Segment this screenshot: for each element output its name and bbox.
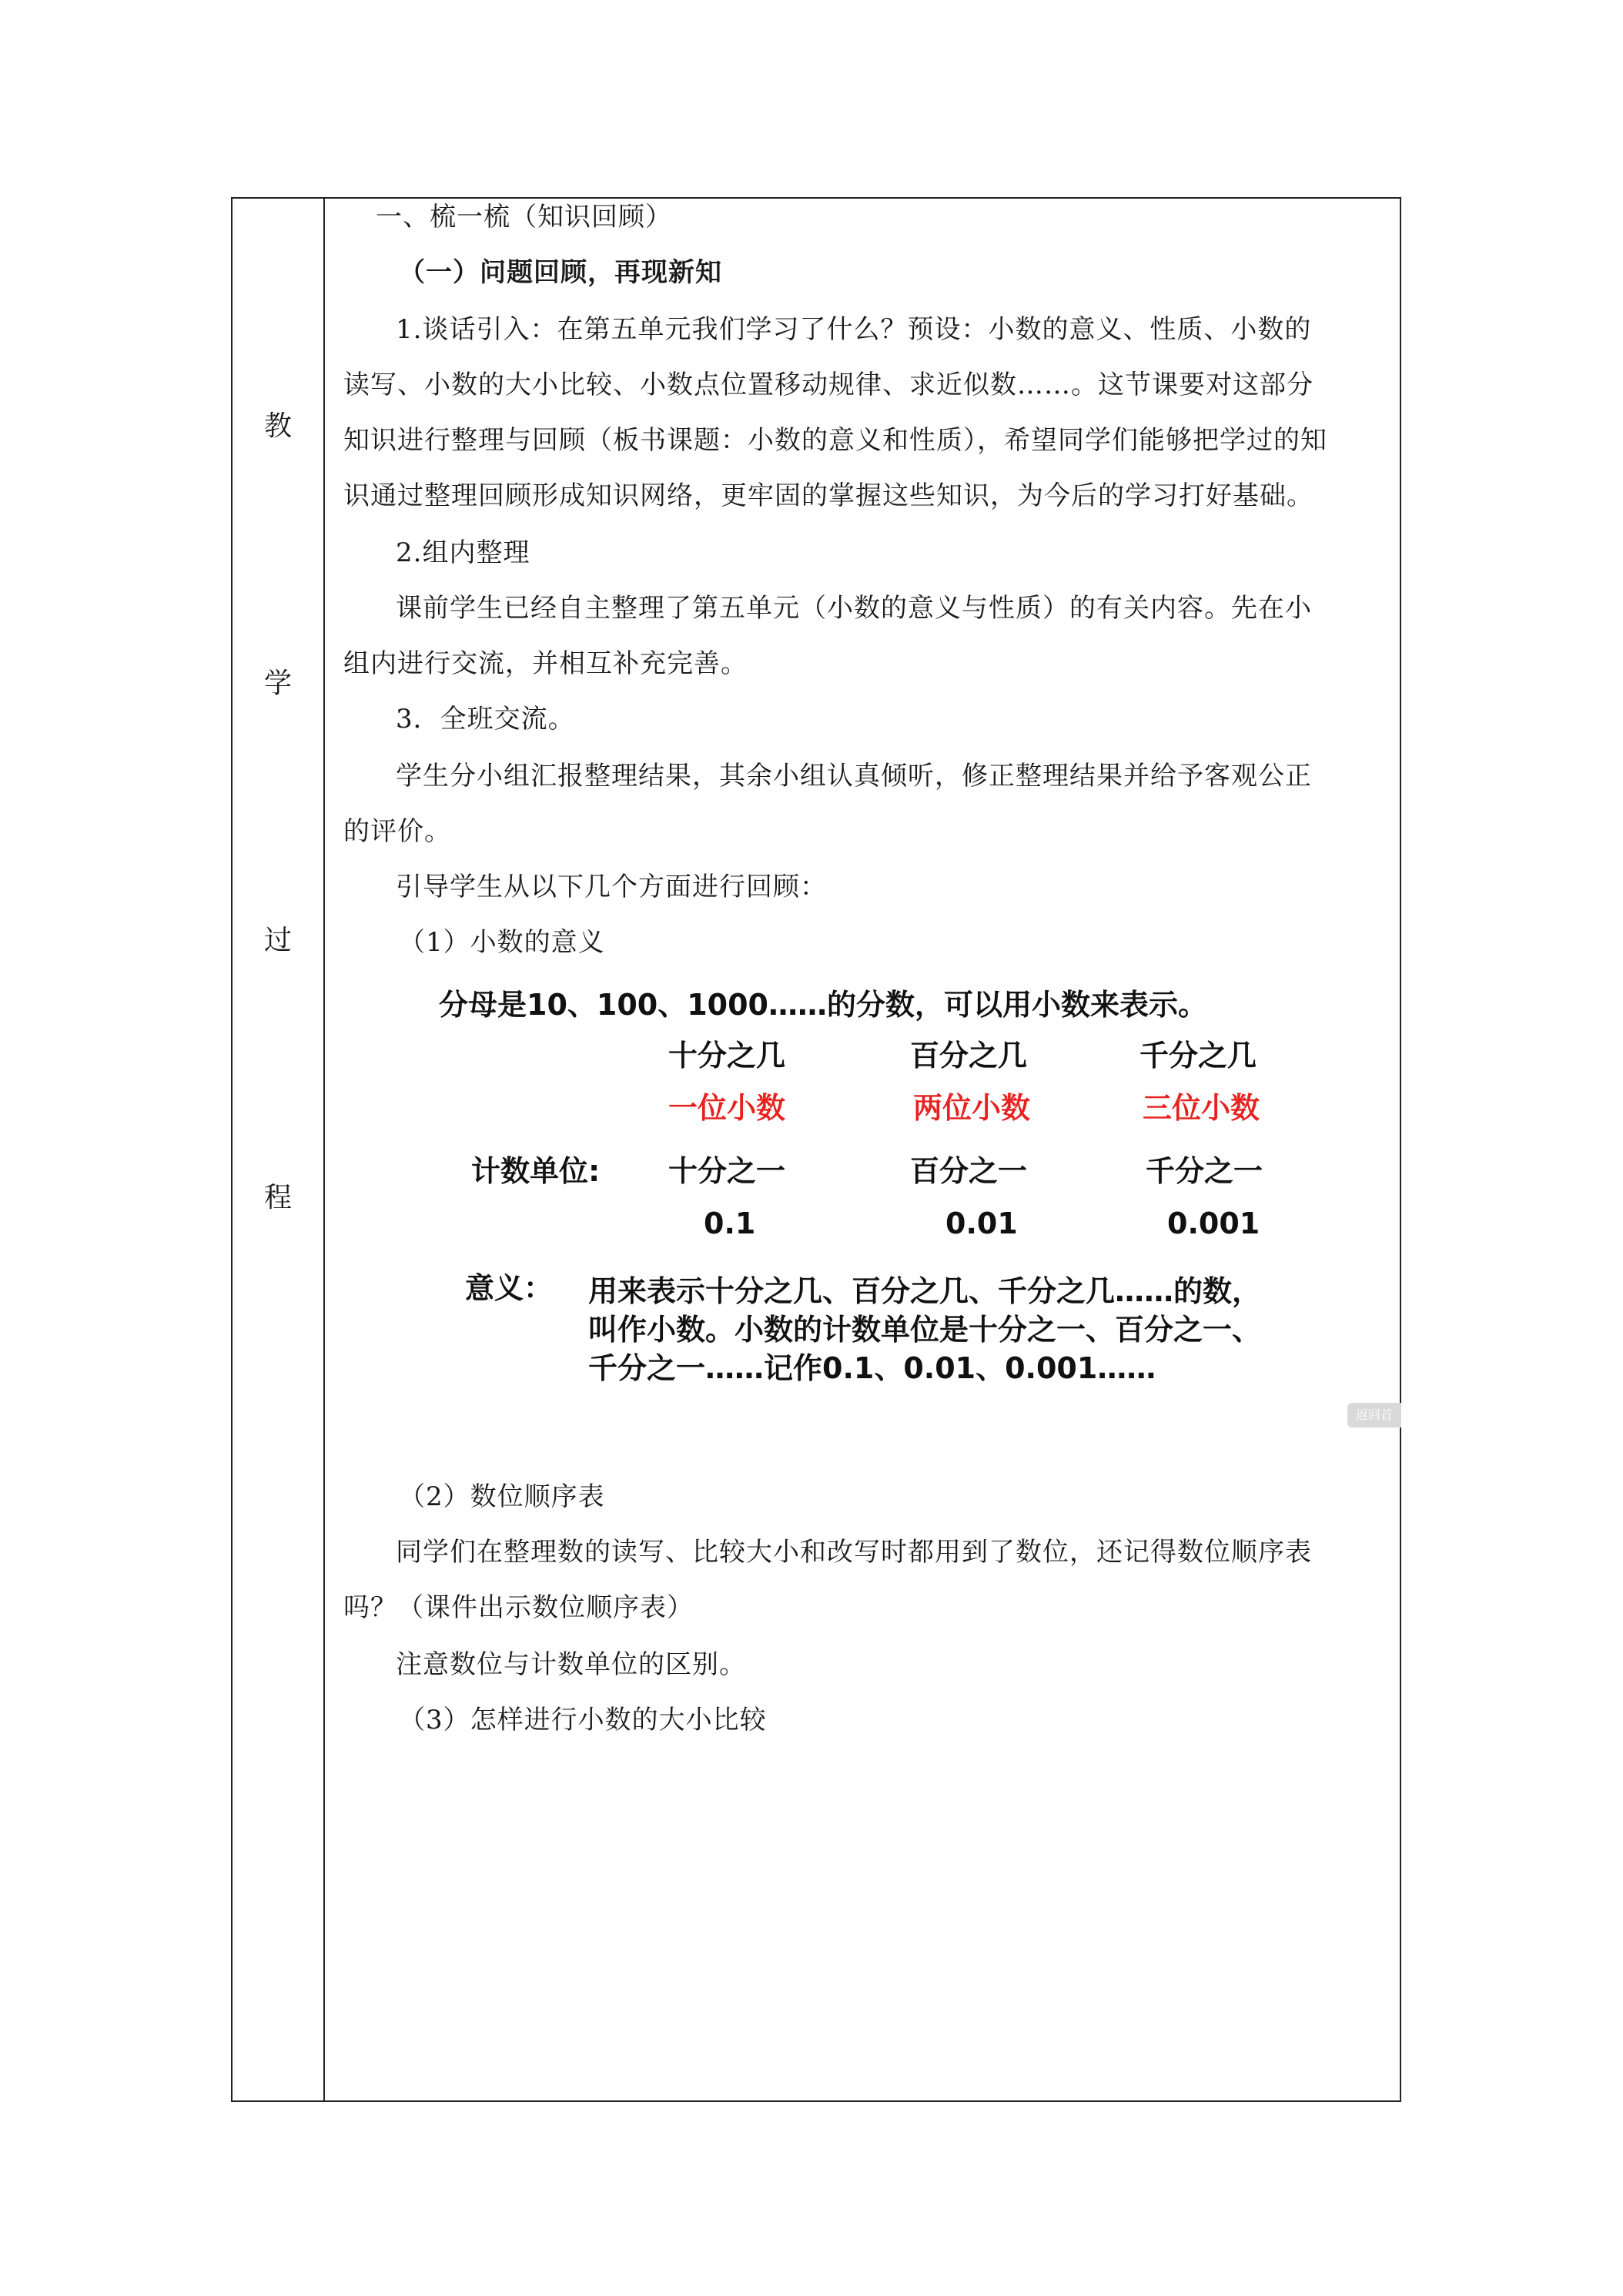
- topic-heading: （3）怎样进行小数的大小比较: [399, 1705, 767, 1735]
- paragraph-line: 引导学生从以下几个方面进行回顾：: [396, 872, 827, 902]
- decimal-value: 0.1: [704, 1207, 756, 1240]
- paragraph-line: 的评价。: [343, 816, 451, 847]
- paragraph-line: 吗？（课件出示数位顺序表）: [343, 1592, 694, 1623]
- unit-label: 计数单位:: [471, 1154, 601, 1188]
- decimal-value: 0.01: [945, 1207, 1018, 1240]
- section-heading: 一、梳一梳（知识回顾）: [376, 202, 672, 233]
- place-label: 一位小数: [668, 1091, 786, 1125]
- meaning-line: 用来表示十分之几、百分之几、千分之几……的数，: [588, 1274, 1262, 1308]
- meaning-line: 叫作小数。小数的计数单位是十分之一、百分之一、: [588, 1313, 1262, 1347]
- unit-value: 千分之一: [1146, 1154, 1263, 1188]
- place-label: 两位小数: [913, 1091, 1031, 1125]
- paragraph-line: 知识进行整理与回顾（板书课题：小数的意义和性质），希望同学们能够把学过的知: [343, 425, 1327, 456]
- paragraph-line: 识通过整理回顾形成知识网络，更牢固的掌握这些知识，为今后的学习打好基础。: [343, 480, 1313, 511]
- fraction-label: 十分之几: [668, 1039, 786, 1073]
- unit-value: 百分之一: [910, 1154, 1028, 1188]
- slide-headline: 分母是10、100、1000……的分数，可以用小数来表示。: [439, 988, 1207, 1022]
- fraction-label: 千分之几: [1139, 1039, 1257, 1073]
- topic-heading: （1）小数的意义: [399, 927, 605, 958]
- topic-heading: （2）数位顺序表: [399, 1481, 605, 1512]
- step-heading: 3．全班交流。: [396, 704, 575, 735]
- side-label-jiao: 教: [263, 410, 292, 442]
- fraction-label: 百分之几: [910, 1039, 1028, 1073]
- paragraph-line: 课前学生已经自主整理了第五单元（小数的意义与性质）的有关内容。先在小: [396, 593, 1312, 624]
- side-label-cheng: 程: [263, 1182, 292, 1213]
- side-label-column: [233, 199, 325, 2100]
- paragraph-line: 读写、小数的大小比较、小数点位置移动规律、求近似数……。这节课要对这部分: [343, 370, 1313, 400]
- meaning-line: 千分之一……记作0.1、0.01、0.001……: [588, 1351, 1156, 1385]
- paragraph-line: 同学们在整理数的读写、比较大小和改写时都用到了数位，还记得数位顺序表: [396, 1537, 1312, 1568]
- side-label-xue: 学: [263, 668, 292, 699]
- step-heading: 2.组内整理: [396, 537, 530, 568]
- paragraph-line: 学生分小组汇报整理结果，其余小组认真倾听，修正整理结果并给予客观公正: [396, 761, 1312, 792]
- place-label: 三位小数: [1143, 1091, 1260, 1125]
- paragraph-line: 组内进行交流，并相互补充完善。: [343, 648, 748, 679]
- paragraph-line: 1.谈话引入：在第五单元我们学习了什么？预设：小数的意义、性质、小数的: [396, 314, 1312, 345]
- decimal-meaning-slide: [439, 987, 1401, 1441]
- unit-value: 十分之一: [668, 1154, 786, 1188]
- meaning-label: 意义：: [465, 1271, 554, 1305]
- side-label-guo: 过: [263, 925, 292, 956]
- paragraph-line: 注意数位与计数单位的区别。: [396, 1649, 746, 1680]
- subsection-heading: （一）问题回顾，再现新知: [399, 257, 722, 288]
- return-watermark: 返回首: [1347, 1403, 1401, 1427]
- decimal-value: 0.001: [1167, 1207, 1260, 1240]
